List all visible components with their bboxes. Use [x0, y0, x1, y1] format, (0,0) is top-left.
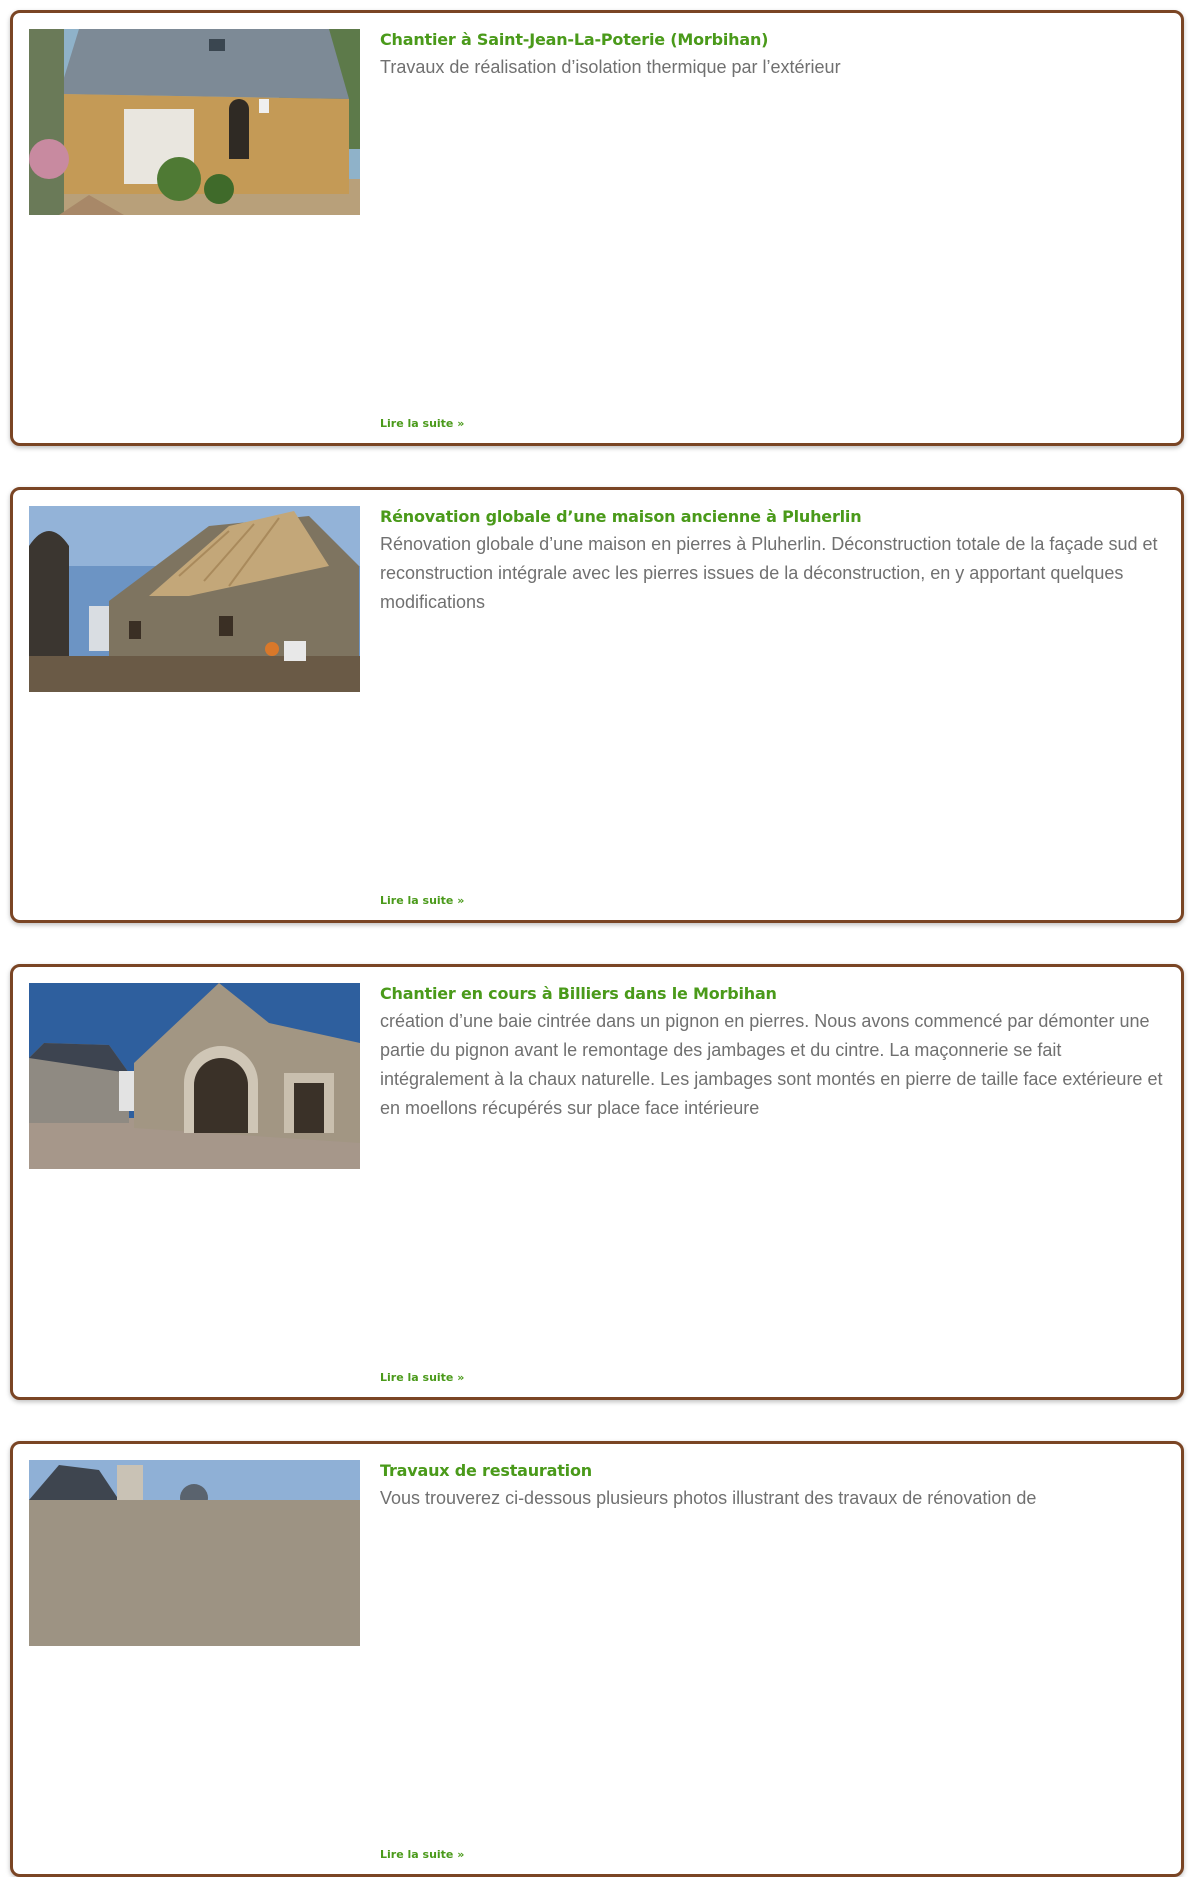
post-excerpt: Vous trouverez ci-dessous plusieurs photos illustrant des travaux de rénovation de [380, 1488, 1037, 1508]
post-title-link[interactable]: Chantier à Saint-Jean-La-Poterie (Morbihan) [380, 30, 769, 49]
post-thumbnail[interactable] [29, 1460, 360, 1646]
post-thumbnail[interactable] [29, 29, 360, 215]
post-card [10, 487, 1184, 923]
post-excerpt: Travaux de réalisation d’isolation thermique par l’extérieur [380, 57, 841, 77]
post-thumbnail[interactable] [29, 506, 360, 692]
post-card [10, 1441, 1184, 1877]
stone-house-photo-image [29, 506, 360, 692]
post-card [10, 10, 1184, 446]
post-excerpt: création d’une baie cintrée dans un pignon en pierres. Nous avons commencé par démonter une partie du pignon avant le remontage des jambages et du cintre. La maçonnerie se fait intégralement à la chaux naturelle. Les jambages sont montés en pierre de taille face extérieure et en moellons récupérés sur place face intérieure [380, 1011, 1163, 1118]
read-more-link[interactable]: Lire la suite » [380, 1371, 465, 1384]
post-title-link[interactable]: Rénovation globale d’une maison ancienne à Pluherlin [380, 507, 862, 526]
read-more-link[interactable]: Lire la suite » [380, 894, 465, 907]
post-thumbnail[interactable] [29, 983, 360, 1169]
read-more-link[interactable]: Lire la suite » [380, 417, 465, 430]
house-photo-image [29, 29, 360, 215]
post-title-link[interactable]: Chantier en cours à Billiers dans le Morbihan [380, 984, 777, 1003]
stone-manor-photo-image [29, 1460, 360, 1646]
read-more-link[interactable]: Lire la suite » [380, 1848, 465, 1861]
post-excerpt: Rénovation globale d’une maison en pierres à Pluherlin. Déconstruction totale de la façade sud et reconstruction intégrale avec les pierres issues de la déconstruction, en y apportant quelques modifications [380, 534, 1158, 612]
post-title-link[interactable]: Travaux de restauration [380, 1461, 592, 1480]
post-card [10, 964, 1184, 1400]
stone-gable-photo-image [29, 983, 360, 1169]
